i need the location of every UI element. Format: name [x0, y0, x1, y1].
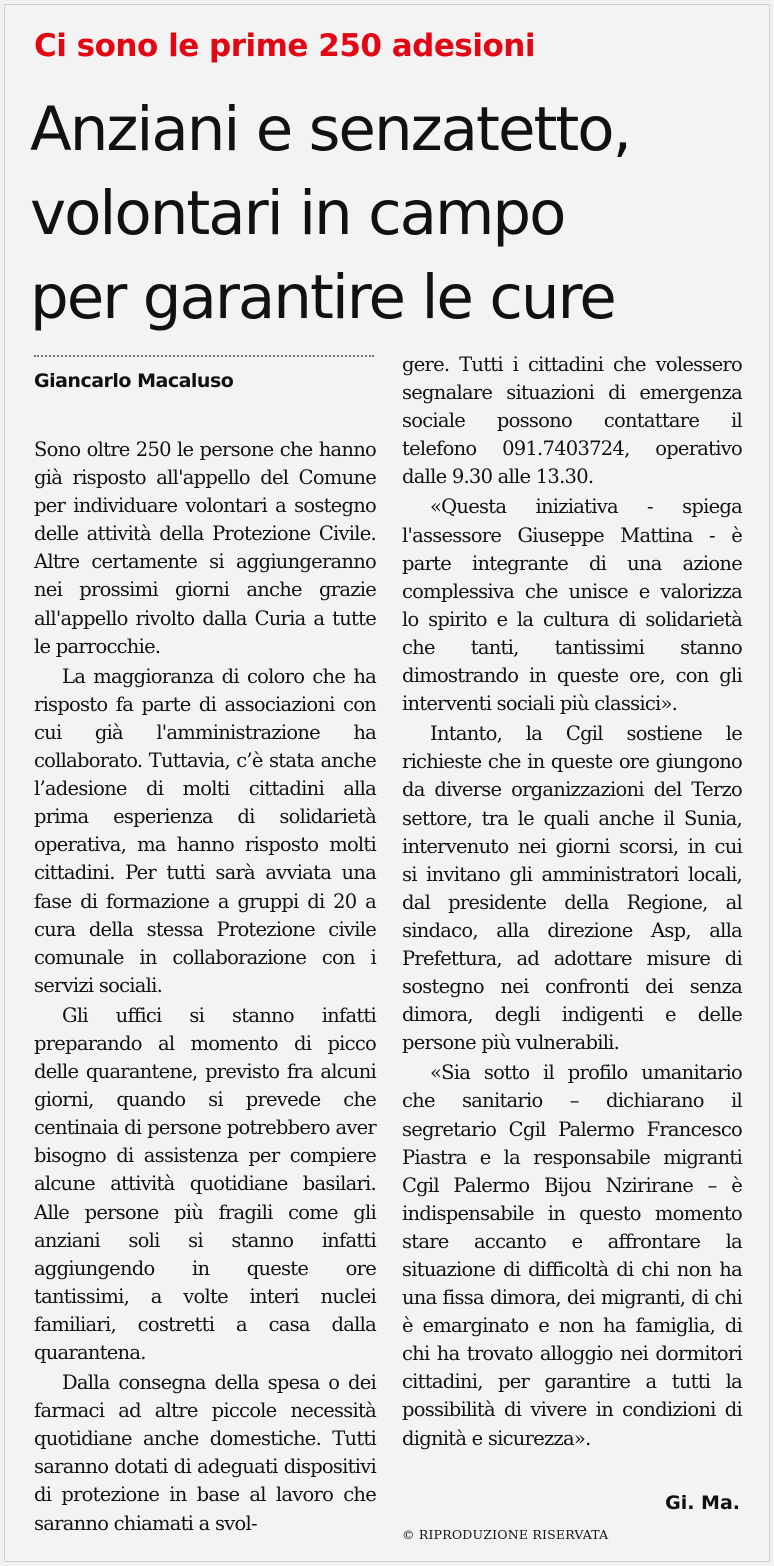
headline-line: volontari in campo	[30, 178, 565, 249]
author-byline: Giancarlo Macaluso	[34, 370, 234, 392]
article-paragraph: gere. Tutti i cittadini che volessero segnalare situazioni di emergenza sociale possono contattare il telefono 091.7403724, operativo dalle 9.30 alle 13.30.	[402, 353, 742, 489]
article-paragraph: Gli uffici si stanno infatti preparando al momento di picco delle quarantene, previsto fra alcuni giorni, quando si prevede che centinaia di persone potrebbero aver bisogno di assistenza per compiere alcune attività quotidiane basilari. Alle persone più fragili come gli anziani soli si stanno infatti aggiungendo in queste ore tantissimi, a volte interi nuclei familiari, costretti a casa dalla quarantena.	[34, 1003, 376, 1364]
article-paragraph: Intanto, la Cgil sostiene le richieste che in queste ore giungono da diverse organizzazioni del Terzo settore, tra le quali anche il Sunia, intervenuto nei giorni scorsi, in cui si invitano gli amministratori locali, dal presidente della Regione, al sindaco, alla direzione Asp, alla Prefettura, ad adottare misure di sostegno nei confronti dei senza dimora, degli indigenti e delle persone più vulnerabili.	[402, 722, 742, 1055]
headline-line: per garantire le cure	[30, 262, 615, 333]
article-kicker: Ci sono le prime 250 adesioni	[34, 28, 535, 64]
article-paragraph: Sono oltre 250 le persone che hanno già risposto all'appello del Comune per individuare volontari a sostegno delle attività della Protezione Civile. Altre certamente si aggiungeranno nei prossimi giorni anche grazie all'appello rivolto dalla Curia a tutte le parrocchie.	[34, 438, 376, 658]
article-column-left	[34, 436, 376, 1538]
article-headline	[30, 88, 750, 340]
article-paragraph: «Sia sotto il profilo umanitario che sanitario – dichiarano il segretario Cgil Palermo Francesco Piastra e la responsabile migranti Cgil Palermo Bijou Nzirirane – è indispensabile in questo momento stare accanto e affrontare la situazione di difficoltà di chi non ha una fissa dimora, dei migranti, di chi è emarginato e non ha famiglia, di chi ha trovato alloggio nei dormitori cittadini, per garantire a tutti la possibilità di vivere in condizioni di dignità e sicurezza».	[402, 1061, 742, 1450]
article-column-right	[402, 351, 742, 1453]
byline-divider	[34, 355, 374, 357]
article-paragraph: «Questa iniziativa - spiega l'assessore Giuseppe Mattina - è parte integrante di una azione complessiva che unisce e valorizza lo spirito e la cultura di solidarietà che tanti, tantissimi stanno dimostrando in queste ore, con gli interventi sociali più classici».	[402, 495, 742, 716]
article-paragraph: La maggioranza di coloro che ha risposto fa parte di associazioni con cui già l'amministrazione ha collaborato. Tuttavia, c’è stata anche l’adesione di molti cittadini alla prima esperienza di solidarietà operativa, ma hanno risposto molti cittadini. Per tutti sarà avviata una fase di formazione a gruppi di 20 a cura della stessa Protezione civile comunale in collaborazione con i servizi sociali.	[34, 664, 376, 997]
author-signature: Gi. Ma.	[665, 1492, 740, 1514]
article-paragraph: Dalla consegna della spesa o dei farmaci ad altre piccole necessità quotidiane anche domestiche. Tutti saranno dotati di adeguati dispositivi di protezione in base al lavoro che saranno chiamati a svol-	[34, 1371, 376, 1535]
copyright-notice: © RIPRODUZIONE RISERVATA	[402, 1527, 609, 1542]
headline-line: Anziani e senzatetto,	[30, 94, 631, 165]
